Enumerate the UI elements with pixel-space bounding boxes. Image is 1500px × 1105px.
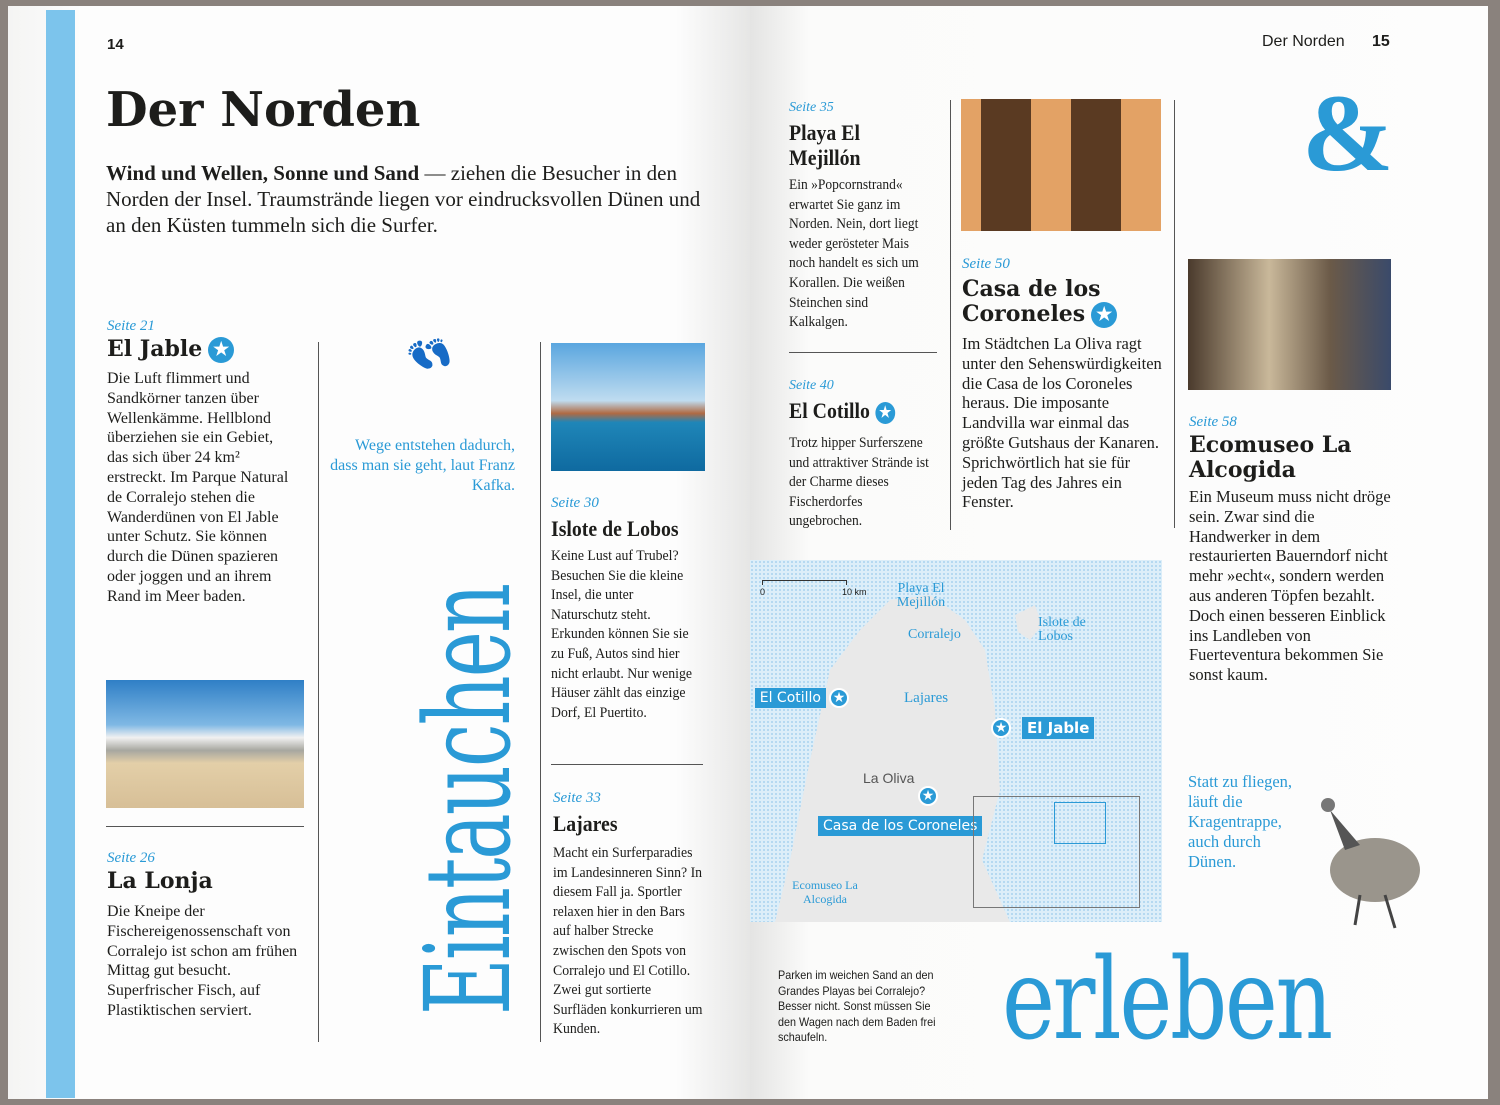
entry-text: Ein »Popcornstrand« erwartet Sie ganz im Norden. Nein, dort liegt weder gerösteter Mais noch handelt es sich um Korallen. Die weißen Steinchen sind Kalkalgen. xyxy=(789,177,919,331)
star-icon: ★ xyxy=(1091,302,1117,328)
entry-playa xyxy=(789,100,939,333)
bird-caption: Statt zu fliegen, läuft die Kragentrappe, auch durch Dünen. xyxy=(1188,772,1293,871)
page-ref: Seite 50 xyxy=(962,256,1010,272)
page-number-left: 14 xyxy=(107,36,124,53)
entry-islote xyxy=(551,495,706,723)
map-label-la-oliva: La Oliva xyxy=(863,770,915,786)
map[interactable] xyxy=(750,560,1162,922)
star-icon: ★ xyxy=(208,337,234,363)
star-icon: ★ xyxy=(875,402,895,424)
entry-cotillo xyxy=(789,378,939,532)
page-ref: Seite 21 xyxy=(107,318,155,334)
divider xyxy=(789,352,937,353)
intro-bold: Wind und Wellen, Sonne und Sand xyxy=(106,161,420,185)
star-icon: ★ xyxy=(918,786,938,806)
entry-text: Die Kneipe der Fischereigenossenschaft von Corralejo ist schon am frühen Mittag gut besucht. Superfrischer Fisch, auf Plastiktischen serviert. xyxy=(107,903,298,1019)
entry-title: La Lonja xyxy=(107,868,213,894)
erleben-word: erleben xyxy=(1002,935,1331,1065)
map-label-casa: Casa de los Coroneles xyxy=(818,816,982,836)
running-head: Der Norden xyxy=(1262,33,1345,50)
intro xyxy=(106,160,706,238)
blue-stripe xyxy=(46,10,75,1098)
islote-photo xyxy=(551,343,705,471)
scale-0: 0 xyxy=(760,587,766,597)
entry-text: Die Luft flimmert und Sandkörner tanzen über Wellenkämme. Hellblond überziehen sie ein Gebiet, das sich über 24 km² erstreckt. Im Parque Natural de Corralejo stehen die Wanderdünen von El Jable unter Schutz. Sie können durch die Dünen spazieren oder joggen und an ihrem Rand im Meer baden. xyxy=(107,370,289,605)
map-caption: Parken im weichen Sand an den Grandes Playas bei Corralejo? Besser nicht. Sonst müssen Sie den Wagen nach dem Baden frei schaufeln. xyxy=(778,968,936,1044)
map-label-playa: Playa El Mejillón xyxy=(896,581,946,610)
column-rule xyxy=(540,342,541,1042)
entry-lajares xyxy=(553,790,708,1040)
scale-10km: 10 km xyxy=(842,587,867,597)
entry-text: Ein Museum muss nicht dröge sein. Zwar sind die Handwerker in dem restaurierten Bauerndorf nicht mehr »echt«, sondern werden aus anderen Töpfen bezahlt. Doch einen besseren Einblick ins Landleben von Fuerteventura bekommen Sie sonst kaum. xyxy=(1189,487,1391,685)
entry-title: El Jable xyxy=(107,336,203,362)
page-ref: Seite 33 xyxy=(553,790,601,806)
eintauchen-word: Eintauchen xyxy=(399,584,537,1016)
kafka-quote: Wege entstehen dadurch, dass man sie geht, laut Franz Kafka. xyxy=(330,437,515,494)
entry-text: Trotz hipper Surferszene und attraktiver Strände ist der Charme dieses Fischerdorfes ungebrochen. xyxy=(789,434,929,530)
entry-text: Macht ein Surferparadies im Landesinneren Sinn? In diesem Fall ja. Sportler relaxen hier in den Bars auf halber Strecke zwischen den Spots von Corralejo und El Cotillo. Zwei gut sortierte Surfläden konkurrieren um Kunden. xyxy=(553,845,703,1038)
page-number-right: 15 xyxy=(1372,33,1390,50)
entry-title: Ecomuseo La Alcogida xyxy=(1189,432,1352,483)
bird-illustration xyxy=(1300,790,1435,940)
map-label-cotillo: El Cotillo xyxy=(755,688,826,708)
footprints-icon: 👣 xyxy=(402,326,460,384)
star-icon: ★ xyxy=(991,718,1011,738)
entry-title: Lajares xyxy=(553,811,618,836)
entry-title: Casa de los Coroneles xyxy=(962,276,1101,327)
entry-ecomuseo xyxy=(1189,414,1394,685)
balconies-photo xyxy=(961,99,1161,231)
column-rule xyxy=(1174,100,1175,528)
page-ref: Seite 26 xyxy=(107,850,155,866)
divider xyxy=(106,826,304,827)
scale-bar xyxy=(762,580,847,585)
entry-title: El Cotillo xyxy=(789,398,870,423)
map-label-islote: Islote de Lobos xyxy=(1038,615,1086,644)
overview-inset xyxy=(973,796,1140,908)
entry-la-lonja xyxy=(107,850,302,1021)
entry-text: Keine Lust auf Trubel? Besuchen Sie die kleine Insel, die unter Naturschutz steht. Erkunden können Sie sie zu Fuß, Autos sind hier nicht erlaubt. Nur wenige Häuser zählt das einzige Dorf, El Puertito. xyxy=(551,548,693,721)
entry-title: Playa El Mejillón xyxy=(789,120,861,170)
page-ref: Seite 35 xyxy=(789,100,834,115)
page-ref: Seite 40 xyxy=(789,378,834,393)
map-label-el-jable: El Jable xyxy=(1022,717,1094,739)
entry-text: Im Städtchen La Oliva ragt unter den Sehenswürdigkeiten die Casa de los Coroneles heraus. Die imposante Landvilla war einmal das größte Gutshaus der Kanaren. Sprichwörtlich hat sie für jeden Tag des Jahres ein Fenster. xyxy=(962,334,1162,512)
page-ref: Seite 58 xyxy=(1189,414,1237,430)
intro-text: — ziehen die Besucher in den Norden der Insel. Traumstrände liegen vor eindrucksvollen Dünen und an den Küsten tummeln sich die Surfer. xyxy=(106,161,701,237)
entry-title: Islote de Lobos xyxy=(551,516,679,541)
entry-casa xyxy=(962,256,1167,512)
column-rule xyxy=(318,342,319,1042)
museum-photo xyxy=(1188,259,1391,390)
entry-el-jable xyxy=(107,318,297,607)
map-label-corralejo: Corralejo xyxy=(908,627,961,642)
column-rule xyxy=(950,100,951,530)
star-icon: ★ xyxy=(829,688,849,708)
dunes-photo xyxy=(106,680,304,808)
map-label-ecomuseo: Ecomuseo La Alcogida xyxy=(792,878,858,906)
page-title: Der Norden xyxy=(106,82,421,138)
ampersand: & xyxy=(1302,72,1394,194)
divider xyxy=(551,764,703,765)
map-label-lajares: Lajares xyxy=(904,690,949,706)
page-ref: Seite 30 xyxy=(551,495,599,511)
inset-frame xyxy=(1054,802,1106,844)
